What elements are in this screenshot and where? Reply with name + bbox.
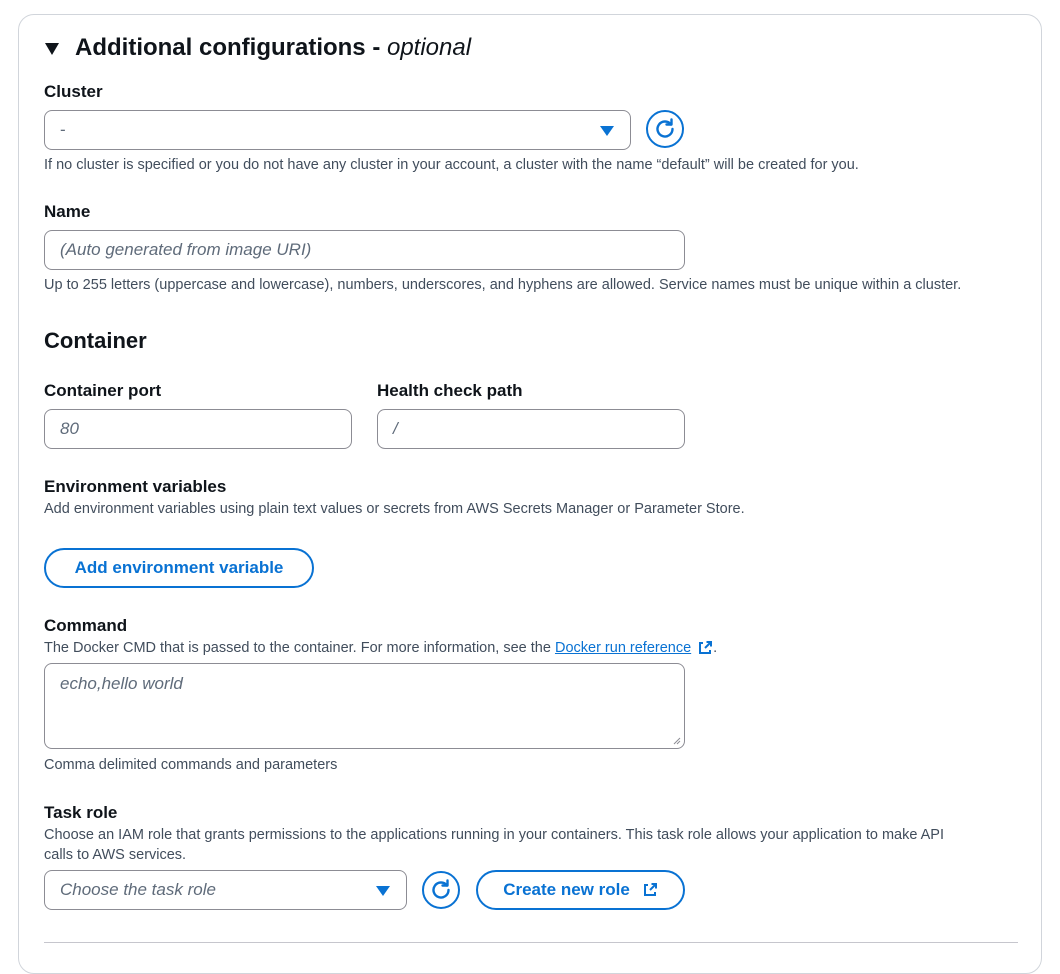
command-label: Command	[44, 616, 128, 635]
container-port-placeholder: 80	[60, 419, 79, 438]
cluster-description: If no cluster is specified or you do not have any cluster in your account, a cluster with the name “default” will be created for you.	[44, 157, 859, 173]
section-title-separator: -	[365, 34, 387, 61]
container-port-label: Container port	[44, 381, 162, 400]
command-description	[44, 640, 717, 656]
create-new-role-label: Create new role	[503, 880, 630, 899]
docker-run-reference-link-text: Docker run reference	[554, 640, 692, 656]
add-environment-variable-button[interactable]: Add environment variable	[44, 548, 314, 588]
section-title: Additional configurations	[75, 34, 366, 61]
task-role-label: Task role	[44, 803, 118, 822]
command-placeholder: echo,hello world	[60, 674, 183, 693]
cluster-label: Cluster	[44, 82, 103, 101]
cluster-refresh-button[interactable]	[646, 110, 684, 148]
section-header[interactable]	[45, 34, 471, 62]
external-link-icon	[642, 882, 658, 898]
task-role-description-line1: Choose an IAM role that grants permissions to the applications running in your containers. This task role allows your application to make API	[44, 827, 945, 843]
cluster-select[interactable]	[44, 110, 631, 150]
health-check-path-label: Health check path	[377, 381, 523, 400]
refresh-icon	[429, 878, 453, 902]
create-new-role-button[interactable]	[476, 870, 685, 910]
task-role-select[interactable]	[44, 870, 407, 910]
command-textarea[interactable]	[44, 663, 685, 749]
cluster-select-value: -	[60, 120, 66, 139]
external-link-icon	[697, 640, 713, 656]
dropdown-arrow-icon	[376, 886, 390, 896]
container-heading: Container	[44, 328, 147, 353]
task-role-description-line2: calls to AWS services.	[44, 847, 187, 863]
docker-run-reference-link[interactable]	[555, 640, 691, 656]
name-input-placeholder: (Auto generated from image URI)	[60, 240, 312, 259]
command-description-suffix: .	[713, 640, 718, 656]
dropdown-arrow-icon	[600, 126, 614, 136]
refresh-icon	[653, 117, 677, 141]
name-label: Name	[44, 202, 91, 221]
command-hint: Comma delimited commands and parameters	[44, 757, 338, 773]
name-input[interactable]	[44, 230, 685, 270]
health-check-path-input[interactable]	[377, 409, 685, 449]
environment-variables-label: Environment variables	[44, 477, 227, 496]
resize-handle-icon[interactable]	[673, 737, 681, 745]
name-description: Up to 255 letters (uppercase and lowercase), numbers, underscores, and hyphens are allowed. Service names must be unique within a cluster.	[44, 277, 962, 293]
environment-variables-description: Add environment variables using plain text values or secrets from AWS Secrets Manager or Parameter Store.	[44, 501, 745, 517]
command-description-text: The Docker CMD that is passed to the container. For more information, see the	[44, 640, 555, 656]
container-port-input[interactable]	[44, 409, 352, 449]
caret-down-icon[interactable]	[45, 43, 59, 55]
health-check-path-placeholder: /	[393, 419, 398, 438]
section-divider	[44, 942, 1018, 943]
task-role-refresh-button[interactable]	[422, 871, 460, 909]
task-role-select-placeholder: Choose the task role	[60, 880, 216, 899]
section-title-optional: optional	[386, 34, 472, 61]
